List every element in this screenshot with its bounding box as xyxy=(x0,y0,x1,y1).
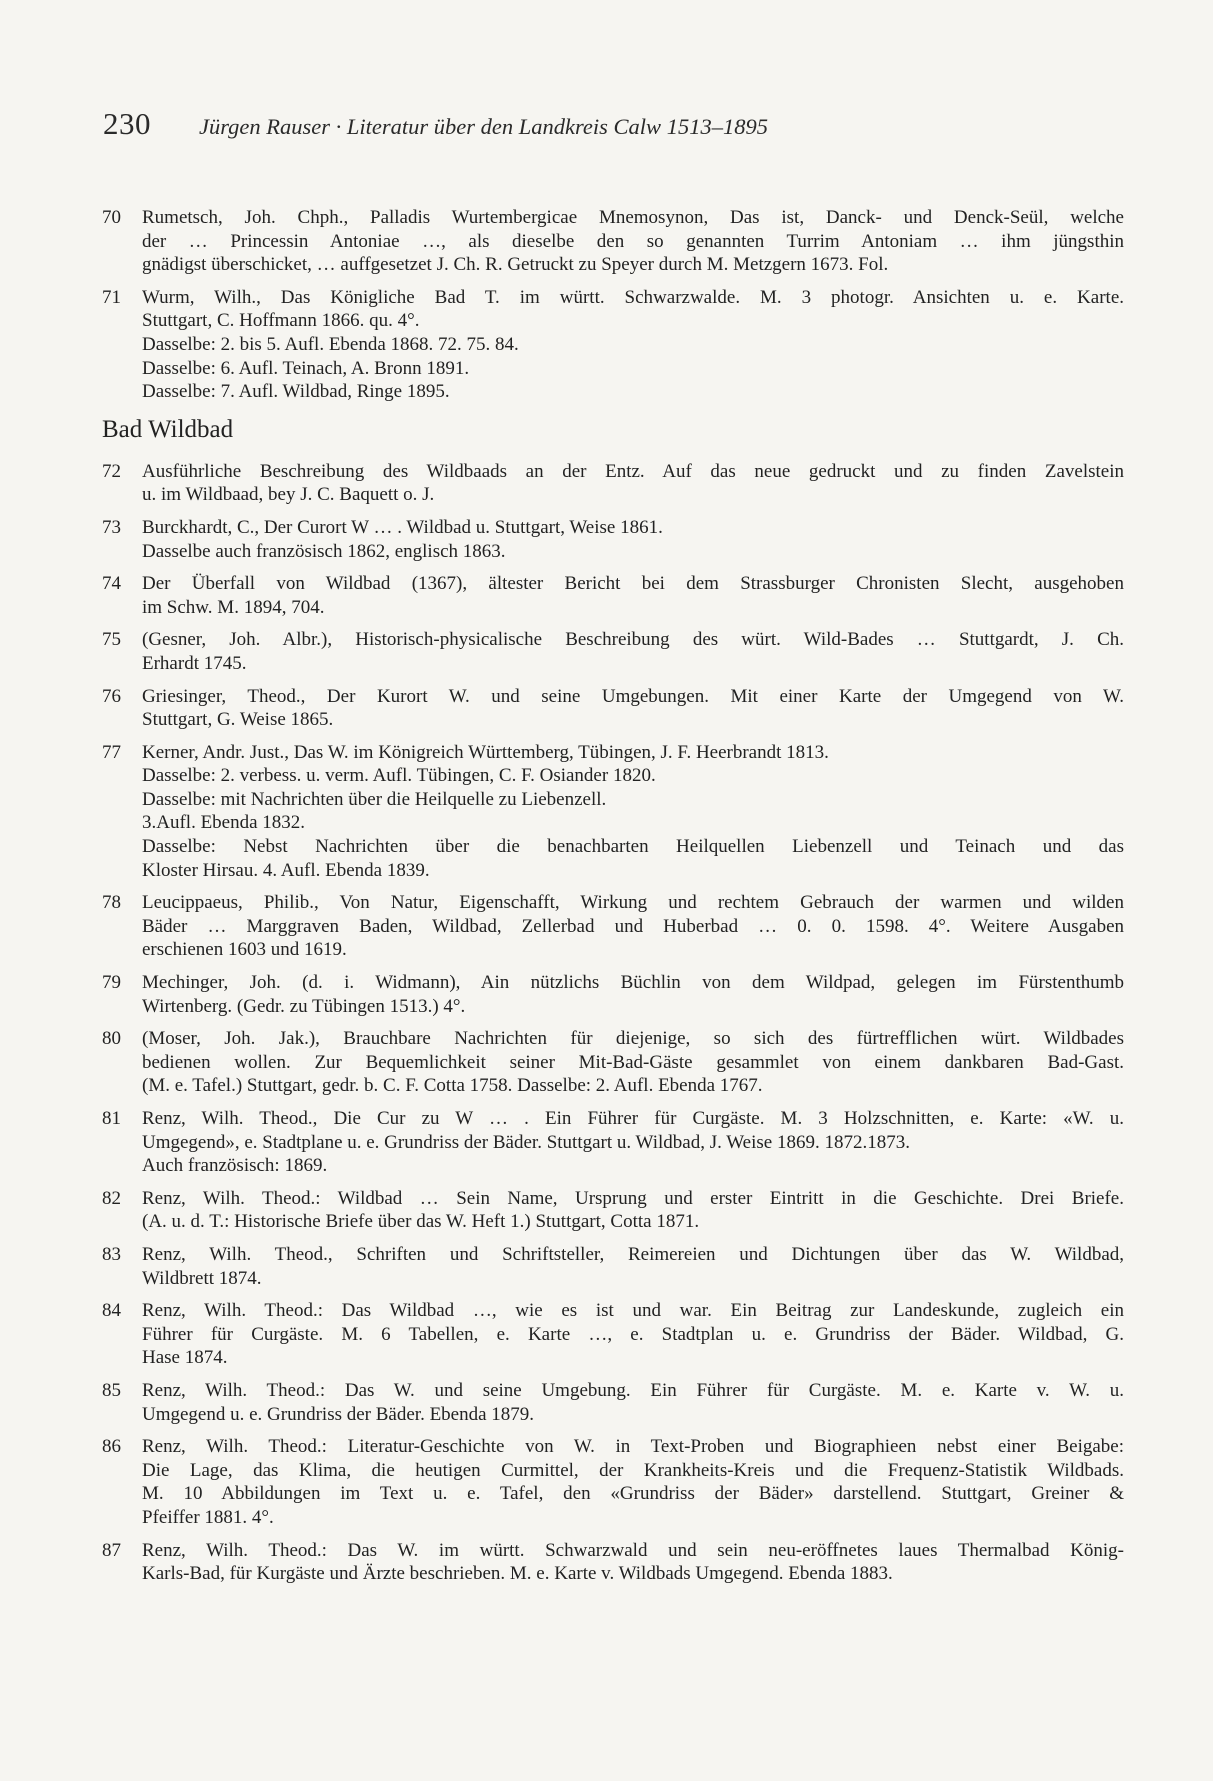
entry-line: Die Lage, das Klima, die heutigen Curmittel, der Krankheits-Kreis und die Frequenz-Statistik Wildbads. xyxy=(142,1459,1124,1481)
entry-number: 85 xyxy=(102,1379,121,1401)
entry-line: Pfeiffer 1881. 4°. xyxy=(142,1506,274,1528)
entry-line: Umgegend u. e. Grundriss der Bäder. Ebenda 1879. xyxy=(142,1403,535,1425)
entry-line: der … Princessin Antoniae …, als dieselbe den so genannten Turrim Antoniam … ihm jüngsthin xyxy=(142,230,1124,252)
bibliography-entry xyxy=(102,286,1124,404)
entry-number: 84 xyxy=(102,1300,121,1322)
entry-line: Der Überfall von Wildbad (1367), ältester Bericht bei dem Strassburger Chronisten Slecht, ausgehoben xyxy=(142,573,1124,595)
entry-line: (Gesner, Joh. Albr.), Historisch-physicalische Beschreibung des würt. Wild-Bades … Stuttgardt, J. Ch. xyxy=(142,629,1124,651)
entry-line: Renz, Wilh. Theod.: Wildbad … Sein Name, Ursprung und erster Eintritt in die Geschichte. Drei Briefe. xyxy=(142,1187,1124,1209)
entry-text xyxy=(142,971,1124,1018)
entry-text xyxy=(142,1299,1124,1370)
entry-line: Dasselbe auch französisch 1862, englisch 1863. xyxy=(142,540,506,562)
entry-number: 75 xyxy=(102,629,121,651)
entry-line: Renz, Wilh. Theod.: Das W. im württ. Schwarzwald und sein neu-eröffnetes laues Thermalbad König- xyxy=(142,1539,1124,1561)
entry-text xyxy=(142,206,1124,277)
entry-line: Dasselbe: 7. Aufl. Wildbad, Ringe 1895. xyxy=(142,381,450,403)
entry-line: 3.Aufl. Ebenda 1832. xyxy=(142,812,306,834)
bibliography-entry xyxy=(102,516,1124,563)
bibliography-entry xyxy=(102,572,1124,619)
entry-line: Mechinger, Joh. (d. i. Widmann), Ain nützlichs Büchlin von dem Wildpad, gelegen im Fürstenthumb xyxy=(142,972,1124,994)
entry-line: erschienen 1603 und 1619. xyxy=(142,939,347,961)
entry-line: Stuttgart, C. Hoffmann 1866. qu. 4°. xyxy=(142,310,420,332)
bibliography-entry xyxy=(102,1027,1124,1098)
bibliography-entry xyxy=(102,1299,1124,1370)
entry-text xyxy=(142,685,1124,732)
page-header xyxy=(103,106,1123,146)
entry-line: Wildbrett 1874. xyxy=(142,1267,262,1289)
entry-line: Kloster Hirsau. 4. Aufl. Ebenda 1839. xyxy=(142,859,430,881)
entry-line: Wurm, Wilh., Das Königliche Bad T. im württ. Schwarzwalde. M. 3 photogr. Ansichten u. e. Karte. xyxy=(142,286,1124,308)
entry-line: im Schw. M. 1894, 704. xyxy=(142,596,325,618)
entry-line: Leucippaeus, Philib., Von Natur, Eigenschafft, Wirkung und rechtem Gebrauch der warmen und wilden xyxy=(142,892,1124,914)
entry-line: Erhardt 1745. xyxy=(142,652,247,674)
entry-number: 76 xyxy=(102,685,121,707)
running-title: Jürgen Rauser · Literatur über den Landkreis Calw 1513–1895 xyxy=(199,114,768,139)
entry-line: Kerner, Andr. Just., Das W. im Königreich Württemberg, Tübingen, J. F. Heerbrandt 1813. xyxy=(142,741,829,763)
entry-text xyxy=(142,891,1124,962)
entry-line: Dasselbe: Nebst Nachrichten über die benachbarten Heilquellen Liebenzell und Teinach und das xyxy=(142,836,1124,858)
entry-line: Renz, Wilh. Theod., Die Cur zu W … . Ein Führer für Curgäste. M. 3 Holzschnitten, e. Karte: «W. u. xyxy=(142,1108,1124,1129)
entry-line: (M. e. Tafel.) Stuttgart, gedr. b. C. F. Cotta 1758. Dasselbe: 2. Aufl. Ebenda 1767. xyxy=(142,1075,763,1097)
entry-text xyxy=(142,1243,1124,1290)
entry-number: 79 xyxy=(102,972,121,994)
entry-number: 83 xyxy=(102,1243,121,1265)
entry-number: 70 xyxy=(102,207,121,228)
entry-line: Renz, Wilh. Theod.: Literatur-Geschichte von W. in Text-Proben und Biographieen nebst einer Beigabe: xyxy=(142,1436,1124,1458)
entry-text xyxy=(142,1107,1124,1178)
entry-line: Renz, Wilh. Theod.: Das Wildbad …, wie es ist und war. Ein Beitrag zur Landeskunde, zugleich ein xyxy=(142,1300,1124,1322)
entry-number: 73 xyxy=(102,516,121,538)
entry-line: Renz, Wilh. Theod., Schriften und Schriftsteller, Reimereien und Dichtungen über das W. Wildbad, xyxy=(142,1243,1124,1265)
entry-number: 71 xyxy=(102,286,121,308)
entry-number: 86 xyxy=(102,1436,121,1458)
bibliography-entry xyxy=(102,971,1124,1018)
entry-text xyxy=(142,1435,1124,1529)
entry-line: Renz, Wilh. Theod.: Das W. und seine Umgebung. Ein Führer für Curgäste. M. e. Karte v. W. u. xyxy=(142,1379,1124,1401)
entry-text xyxy=(142,1187,1124,1234)
entry-text xyxy=(142,1379,1124,1426)
page-number: 230 xyxy=(103,106,151,141)
bibliography-entry xyxy=(102,1107,1124,1178)
entry-line: Griesinger, Theod., Der Kurort W. und seine Umgebungen. Mit einer Karte der Umgegend von W. xyxy=(142,685,1124,707)
entry-number: 82 xyxy=(102,1187,121,1209)
entry-line: Dasselbe: 2. verbess. u. verm. Aufl. Tübingen, C. F. Osiander 1820. xyxy=(142,765,656,787)
entry-text xyxy=(142,1027,1124,1098)
entry-line: Hase 1874. xyxy=(142,1347,228,1369)
entry-text xyxy=(142,460,1124,507)
entries-main xyxy=(102,460,1124,1586)
entry-text xyxy=(142,1539,1124,1586)
entry-line: Ausführliche Beschreibung des Wildbaads an der Entz. Auf das neue gedruckt und zu finden Zavelstein xyxy=(142,460,1124,482)
entry-line: Dasselbe: mit Nachrichten über die Heilquelle zu Liebenzell. xyxy=(142,788,607,810)
bibliography-entry xyxy=(102,206,1124,277)
bibliography-entry xyxy=(102,685,1124,732)
bibliography-entry xyxy=(102,1243,1124,1290)
entry-line: Umgegend», e. Stadtplane u. e. Grundriss der Bäder. Stuttgart u. Wildbad, J. Weise 1869. 1872.1873. xyxy=(142,1131,910,1153)
entry-text xyxy=(142,628,1124,675)
entry-line: Führer für Curgäste. M. 6 Tabellen, e. Karte …, e. Stadtplan u. e. Grundriss der Bäder. Wildbad, G. xyxy=(142,1323,1124,1345)
entry-number: 78 xyxy=(102,892,121,914)
section-title-bad-wildbad: Bad Wildbad xyxy=(102,415,234,443)
entry-line: Wirtenberg. (Gedr. zu Tübingen 1513.) 4°. xyxy=(142,995,466,1017)
bibliography-entry xyxy=(102,1539,1124,1586)
entry-number: 80 xyxy=(102,1028,121,1050)
bibliography-entry xyxy=(102,628,1124,675)
entry-line: Karls-Bad, für Kurgäste und Ärzte beschrieben. M. e. Karte v. Wildbads Umgegend. Ebenda 1883. xyxy=(142,1563,893,1585)
bibliography-entry xyxy=(102,741,1124,883)
entry-number: 87 xyxy=(102,1539,121,1561)
entry-line: Stuttgart, G. Weise 1865. xyxy=(142,709,334,731)
bibliography-entry xyxy=(102,891,1124,962)
entry-number: 81 xyxy=(102,1108,121,1129)
entry-number: 72 xyxy=(102,460,121,482)
entry-number: 77 xyxy=(102,741,121,763)
entry-line: (Moser, Joh. Jak.), Brauchbare Nachrichten für diejenige, so sich des fürtrefflichen würt. Wildbades xyxy=(142,1028,1124,1050)
entry-line: Rumetsch, Joh. Chph., Palladis Wurtembergicae Mnemosynon, Das ist, Danck- und Denck-Seül, welche xyxy=(142,207,1124,228)
bibliography-entry xyxy=(102,1379,1124,1426)
entry-line: M. 10 Abbildungen im Text u. e. Tafel, den «Grundriss der Bäder» darstellend. Stuttgart, Greiner & xyxy=(142,1483,1124,1505)
entries-top xyxy=(102,206,1124,404)
entry-line: Dasselbe: 6. Aufl. Teinach, A. Bronn 1891. xyxy=(142,357,470,379)
entry-line: Auch französisch: 1869. xyxy=(142,1155,328,1177)
bibliography-list xyxy=(102,206,1124,1595)
bibliography-entry xyxy=(102,1187,1124,1234)
entry-text xyxy=(142,516,1124,563)
entry-line: Burckhardt, C., Der Curort W … . Wildbad u. Stuttgart, Weise 1861. xyxy=(142,516,663,538)
entry-text xyxy=(142,572,1124,619)
entry-line: bedienen wollen. Zur Bequemlichkeit seiner Mit-Bad-Gäste gesammlet von einem dankbaren Bad-Gast. xyxy=(142,1051,1124,1073)
bibliography-entry xyxy=(102,460,1124,507)
entry-text xyxy=(142,741,1124,883)
entry-number: 74 xyxy=(102,573,121,595)
entry-line: (A. u. d. T.: Historische Briefe über das W. Heft 1.) Stuttgart, Cotta 1871. xyxy=(142,1211,700,1233)
entry-line: Dasselbe: 2. bis 5. Aufl. Ebenda 1868. 72. 75. 84. xyxy=(142,333,519,355)
entry-text xyxy=(142,286,1124,404)
entry-line: gnädigst überschicket, … auffgesetzet J. Ch. R. Getruckt zu Speyer durch M. Metzgern 1673. Fol. xyxy=(142,254,889,276)
entry-line: u. im Wildbaad, bey J. C. Baquett o. J. xyxy=(142,484,435,506)
bibliography-entry xyxy=(102,1435,1124,1529)
entry-line: Bäder … Marggraven Baden, Wildbad, Zellerbad und Huberbad … 0. 0. 1598. 4°. Weitere Ausgaben xyxy=(142,915,1124,937)
